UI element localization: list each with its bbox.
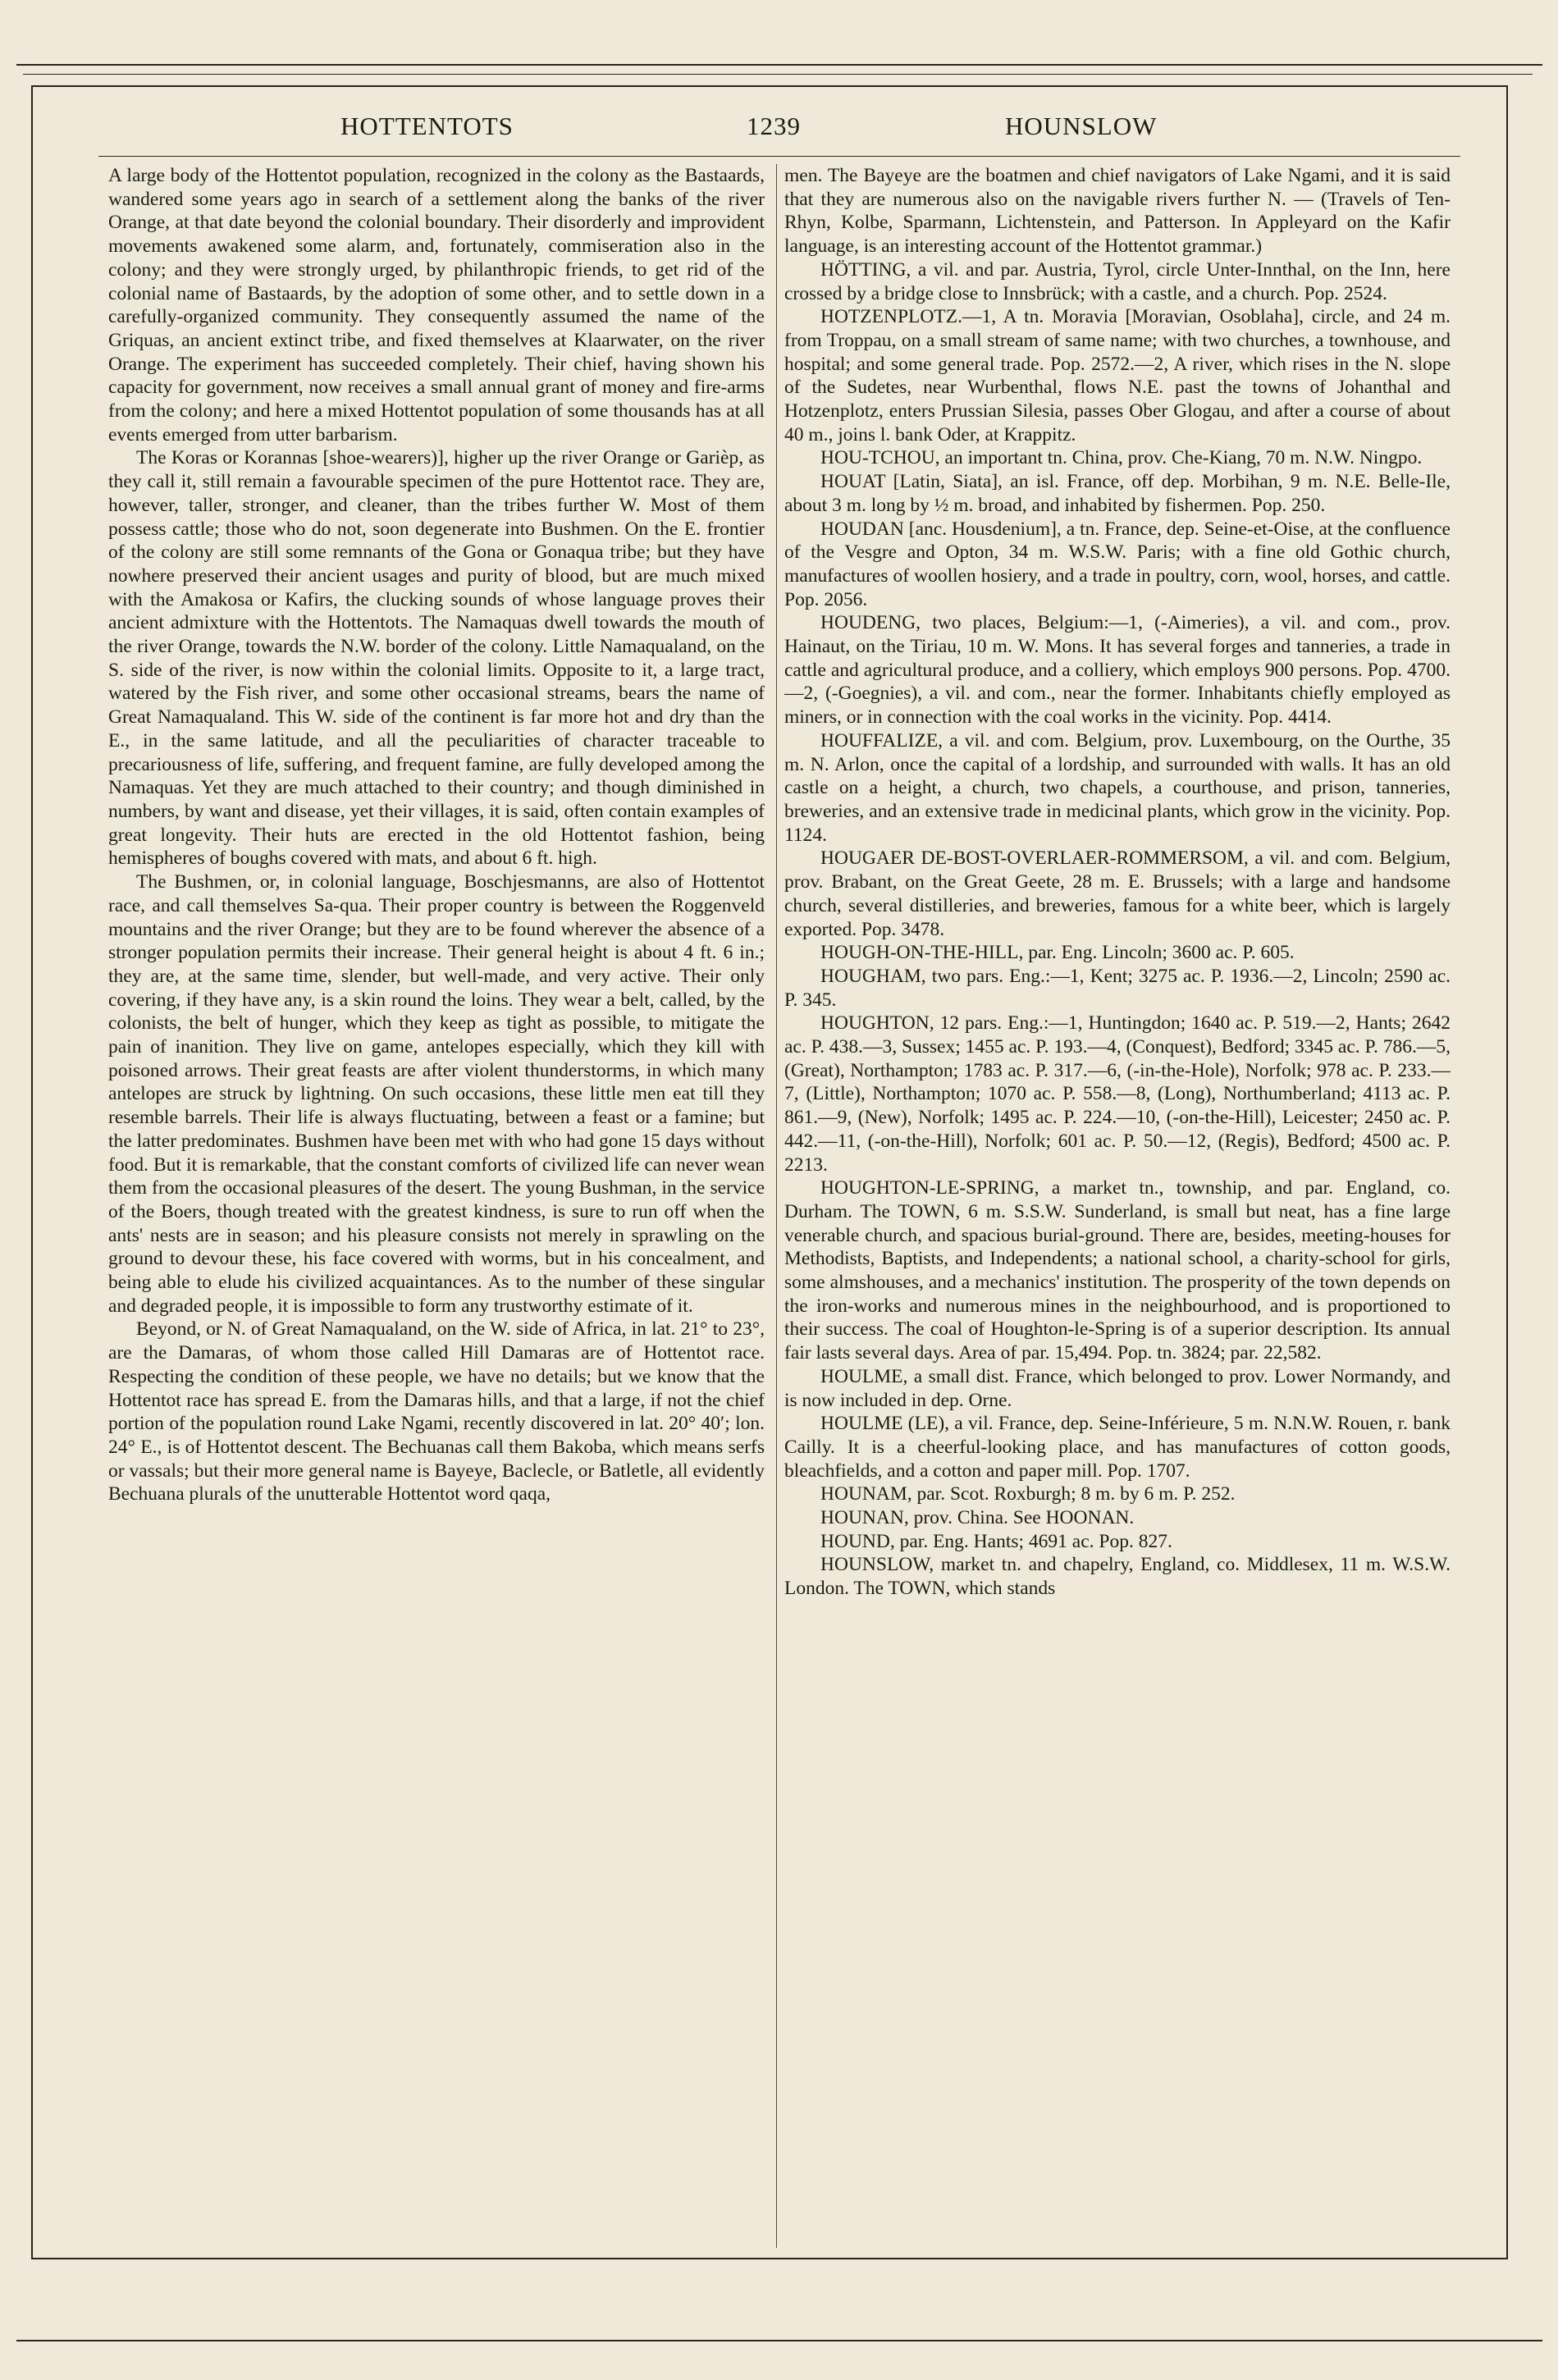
bottom-rule-outer bbox=[16, 2340, 1542, 2341]
entry: HOUNSLOW, market tn. and chapelry, England, co. Middlesex, 11 m. W.S.W. London. The TOWN, which stands bbox=[784, 1554, 1451, 1600]
entry: HOU-TCHOU, an important tn. China, prov. Che-Kiang, 70 m. N.W. Ningpo. bbox=[820, 447, 1423, 469]
right-column bbox=[784, 164, 1451, 2248]
entry: HOUGHTON, 12 pars. Eng.:—1, Huntingdon; 1640 ac. P. 519.—2, Hants; 2642 ac. P. 438.—3, Sussex; 1455 ac. P. 193.—4, (Conquest), Bedford; 3345 ac. P. 786.—5, (Great), Northampton; 1783 ac. P. 317.—6, (-in-the-Hole), Norfolk; 978 ac. P. 233.—7, (Little), Northampton; 1070 ac. P. 558.—8, (Long), Northumberland; 4113 ac. P. 861.—9, (New), Norfolk; 1495 ac. P. 224.—10, (-on-the-Hill), Leicester; 2450 ac. P. 442.—11, (-on-the-Hill), Norfolk; 601 ac. P. 50.—12, (Regis), Bedford; 4500 ac. P. 2213. bbox=[784, 1012, 1451, 1176]
entry: HOUFFALIZE, a vil. and com. Belgium, prov. Luxembourg, on the Ourthe, 35 m. N. Arlon, once the capital of a lordship, and surrounded with walls. It has an old castle on a height, a church, two chapels, a courthouse, and prison, tanneries, breweries, and an extensive trade in medicinal plants, which grow in the vicinity. Pop. 1124. bbox=[784, 729, 1451, 846]
entry: HOUNAM, par. Scot. Roxburgh; 8 m. by 6 m. P. 252. bbox=[820, 1483, 1236, 1505]
entry: HOUDENG, two places, Belgium:—1, (-Aimeries), a vil. and com., prov. Hainaut, on the Tiriau, 10 m. W. Mons. It has several forges and tanneries, a trade in cattle and agricultural produce, and a colliery, which employs 900 persons. Pop. 4700.—2, (-Goegnies), a vil. and com., near the former. Inhabitants chiefly employed as miners, or in connection with the coal works in the vicinity. Pop. 4414. bbox=[784, 612, 1451, 729]
entry: HOTZENPLOTZ.—1, A tn. Moravia [Moravian, Osoblaha], circle, and 24 m. from Troppau, on a small stream of same name; with two churches, a townhouse, and hospital; and some general trade. Pop. 2572.—2, A river, which rises in the N. slope of the Sudetes, near Wurbenthal, flows N.E. past the towns of Johanthal and Hotzenplotz, enters Prussian Silesia, passes Ober Glogau, and after a course of about 40 m., joins l. bank Oder, at Krappitz. bbox=[784, 306, 1451, 445]
entry: HOUGHTON-LE-SPRING, a market tn., township, and par. England, co. Durham. The TOWN, 6 m. S.S.W. Sunderland, is small but neat, has a fine large venerable church, and spacious burial-ground. There are, besides, meeting-houses for Methodists, Baptists, and Independents; a national school, a charity-school for girls, some almshouses, and a mechanics' institution. The prosperity of the town depends on the iron-works and numerous mines in the neighbourhood, and is proportioned to their success. The coal of Houghton-le-Spring is of a superior description. Its annual fair lasts several days. Area of par. 15,494. Pop. tn. 3824; par. 22,582. bbox=[784, 1177, 1451, 1364]
header-left-word: HOTTENTOTS bbox=[340, 112, 514, 140]
paragraph: A large body of the Hottentot population, recognized in the colony as the Bastaards, wandered some years ago in search of a settlement along the banks of the river Orange, at that date beyond the colonial boundary. Their disorderly and improvident movements awakened some alarm, and, fortunately, commiseration also in the colony; and they were strongly urged, by philanthropic friends, to get rid of the colonial name of Bastaards, by the adoption of some other, and to settle down in a carefully-organized community. They consequently assumed the name of the Griquas, an ancient extinct tribe, and fixed themselves at Klaarwater, on the river Orange. The experiment has succeeded completely. Their chief, having shown his capacity for government, now receives a small annual grant of money and fire-arms from the colony; and here a mixed Hottentot population of some thousands has at all events emerged from utter barbarism. bbox=[108, 165, 765, 445]
header-right-word: HOUNSLOW bbox=[1005, 112, 1158, 140]
top-rule-inner bbox=[23, 74, 1533, 75]
entry: HOUNAN, prov. China. See HOONAN. bbox=[820, 1507, 1135, 1529]
entry: HOUGH-ON-THE-HILL, par. Eng. Lincoln; 3600 ac. P. 605. bbox=[820, 942, 1295, 964]
entry: HOUAT [Latin, Siata], an isl. France, off dep. Morbihan, 9 m. N.E. Belle-Ile, about 3 m. long by ½ m. broad, and inhabited by fishermen. Pop. 250. bbox=[784, 471, 1451, 516]
entry: HOULME, a small dist. France, which belonged to prov. Lower Normandy, and is now included in dep. Orne. bbox=[784, 1365, 1451, 1411]
header-rule bbox=[98, 156, 1460, 157]
entry: HOUND, par. Eng. Hants; 4691 ac. Pop. 827. bbox=[820, 1530, 1172, 1552]
page-number: 1239 bbox=[747, 112, 801, 140]
top-rule-outer bbox=[16, 64, 1542, 66]
paragraph: The Bushmen, or, in colonial language, Boschjesmanns, are also of Hottentot race, and call themselves Sa-qua. Their proper country is between the Roggenveld mountains and the river Orange; but they are to be found wherever the absence of a stronger population permits their increase. Their general height is about 4 ft. 6 in.; they are, at the same time, slender, but well-made, and very active. Their only covering, if they have any, is a skin round the loins. They wear a belt, called, by the colonists, the belt of hunger, which they keep as tight as possible, to mitigate the pain of inanition. They live on game, antelopes especially, which they kill with poisoned arrows. Their great feasts are after violent thunderstorms, in which many antelopes are struck by lightning. On such occasions, these little men eat till they resemble barrels. Their life is always fluctuating, between a feast or a famine; but the latter predominates. Bushmen have been met with who had gone 15 days without food. But it is remarkable, that the constant comforts of civilized life can never wean them from the occasional pleasures of the desert. The young Bushman, in the service of the Boers, though treated with the greatest kindness, is sure to run off when the ants' nests are in season; and his pleasure consists not merely in sprawling on the ground to devour these, his face covered with worms, but in his concealment, and being able to elude his civilized acquaintances. As to the number of these singular and degraded people, it is impossible to form any trustworthy estimate of it. bbox=[108, 871, 765, 1317]
entry: HOUGHAM, two pars. Eng.:—1, Kent; 3275 ac. P. 1936.—2, Lincoln; 2590 ac. P. 345. bbox=[784, 965, 1451, 1011]
running-header bbox=[33, 112, 1493, 153]
entry: HOULME (LE), a vil. France, dep. Seine-Inférieure, 5 m. N.N.W. Rouen, r. bank Cailly. It is a cheerful-looking place, and has manufactures of cotton goods, bleachfields, and a cotton and paper mill. Pop. 1707. bbox=[784, 1413, 1451, 1482]
entry: HOUGAER DE-BOST-OVERLAER-ROMMERSOM, a vil. and com. Belgium, prov. Brabant, on the Great Geete, 28 m. E. Brussels; with a large and handsome church, several distilleries, and breweries, famous for a white beer, which is largely exported. Pop. 3478. bbox=[784, 847, 1451, 940]
left-column bbox=[108, 164, 765, 2248]
column-separator bbox=[776, 164, 777, 2248]
paragraph: Beyond, or N. of Great Namaqualand, on the W. side of Africa, in lat. 21° to 23°, are the Damaras, of whom those called Hill Damaras are of Hottentot race. Respecting the condition of these people, we have no details; but we know that the Hottentot race has spread E. from the Damaras hills, and that a large, if not the chief portion of the population round Lake Ngami, recently discovered in lat. 20° 40′; lon. 24° E., is of Hottentot descent. The Bechuanas call them Bakoba, which means serfs or vassals; but their more general name is Bayeye, Baclecle, or Batletle, all evidently Bechuana plurals of the unutterable Hottentot word qaqa, bbox=[108, 1318, 765, 1505]
entry: men. The Bayeye are the boatmen and chief navigators of Lake Ngami, and it is said that they are numerous also on the navigable rivers further N. — (Travels of Ten-Rhyn, Kolbe, Sparmann, Lichtenstein, and Patterson. In Appleyard on the Kafir language, is an interesting account of the Hottentot grammar.) bbox=[784, 165, 1451, 258]
entry: HOUDAN [anc. Housdenium], a tn. France, dep. Seine-et-Oise, at the confluence of the Vesgre and Opton, 34 m. W.S.W. Paris; with a fine old Gothic church, manufactures of woollen hosiery, and a trade in poultry, corn, wool, horses, and cattle. Pop. 2056. bbox=[784, 518, 1451, 610]
paragraph: The Koras or Korannas [shoe-wearers)], higher up the river Orange or Garièp, as they call it, still remain a favourable specimen of the pure Hottentot race. They are, however, taller, stronger, and cleaner, than the tribes further W. Most of them possess cattle; those who do not, soon degenerate into Bushmen. On the E. frontier of the colony are still some remnants of the Gona or Gonaqua tribe; but they have nowhere preserved their ancient usages and purity of blood, but are much mixed with the Amakosa or Kafirs, the clucking sounds of whose language proves their ancient admixture with the Hottentots. The Namaquas dwell towards the mouth of the river Orange, towards the N.W. border of the colony. Little Namaqualand, on the S. side of the river, is now within the colonial limits. Opposite to it, a large tract, watered by the Fish river, and some other occasional streams, bears the name of Great Namaqualand. This W. side of the continent is far more hot and dry than the E., in the same latitude, and all the peculiarities of character traceable to precariousness of life, suffering, and frequent famine, are fully developed among the Namaquas. Yet they are much attached to their country; and though diminished in numbers, by want and disease, yet their villages, it is said, often contain examples of great longevity. Their huts are erected in the old Hottentot fashion, being hemispheres of boughs covered with mats, and about 6 ft. high. bbox=[108, 447, 765, 870]
entry: HÖTTING, a vil. and par. Austria, Tyrol, circle Unter-Innthal, on the Inn, here crossed by a bridge close to Innsbrück; with a castle, and a church. Pop. 2524. bbox=[784, 258, 1451, 304]
